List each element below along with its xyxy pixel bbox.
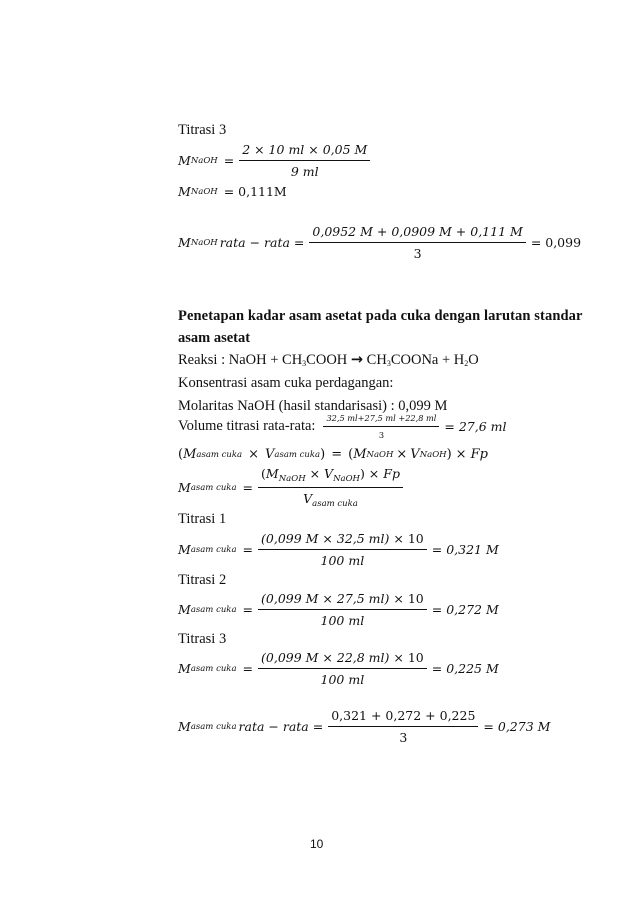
titrasi-1-label: Titrasi 1 (178, 511, 227, 527)
molarity-symbol: M (178, 480, 191, 495)
section-heading-line-2: asam asetat (178, 330, 251, 346)
section-heading-line-1: Penetapan kadar asam asetat pada cuka dengan larutan standar (178, 308, 583, 324)
fraction-numerator: 0,0952 M + 0,0909 M + 0,111 M (309, 224, 525, 243)
reaction-prefix: Reaksi : NaOH + CH (178, 352, 303, 368)
titrasi-3-label: Titrasi 3 (178, 631, 227, 647)
naoh-titrasi-3-equation (178, 142, 375, 179)
titrasi-3-equation (178, 650, 499, 687)
fraction (239, 142, 370, 179)
result-value: = 0,225 M (431, 661, 499, 676)
molarity-symbol: M (178, 542, 191, 557)
asam-cuka-subscript: asam cuka (190, 604, 237, 615)
volume-equation (178, 413, 507, 440)
volume-symbol: V (410, 447, 420, 462)
equals-sign: = (331, 447, 343, 462)
molarity-symbol: M (178, 235, 191, 250)
formula-relation: ( M asam cuka × V asam cuka ) = ( M NaOH × V NaOH ) × Fp (178, 447, 488, 462)
average-label: rata − rata = (219, 235, 305, 250)
fraction-denominator: $V_{asam cuka}$ (303, 491, 358, 509)
subscript-3: 3 (386, 359, 391, 368)
fraction-denominator: 100 ml (320, 553, 365, 568)
result-value: = 0,272 M (431, 602, 499, 617)
result-value: = 0,099 (530, 235, 582, 250)
asam-cuka-subscript: asam cuka (190, 544, 237, 555)
result-value: = 0,321 M (431, 542, 499, 557)
asam-cuka-average-equation (178, 708, 550, 745)
molarity-symbol: M (178, 602, 191, 617)
fraction-denominator: 3 (399, 730, 408, 745)
titrasi-2-equation (178, 591, 499, 628)
naoh-titrasi-3-result (178, 184, 287, 199)
molarity-symbol: M (183, 447, 197, 462)
naoh-subscript: NaOH (366, 449, 394, 460)
equals-sign: = (242, 661, 254, 676)
molaritas-text: Molaritas NaOH (hasil standarisasi) : 0,099 M (178, 398, 448, 414)
fraction-numerator: (0,099 M × 32,5 ml) × 10 (258, 531, 427, 550)
fraction (323, 413, 439, 440)
subscript-2: 2 (464, 359, 469, 368)
equals-sign: = (242, 542, 254, 557)
reaction-line (178, 353, 479, 368)
asam-cuka-subscript: asam cuka (274, 449, 321, 460)
result-value: = 0,111M (223, 184, 287, 199)
fraction-numerator: (0,099 M × 22,8 ml) × 10 (258, 650, 427, 669)
equals-sign: = (242, 602, 254, 617)
naoh-subscript: NaOH (190, 155, 218, 166)
molarity-symbol: M (178, 719, 191, 734)
naoh-subscript: NaOH (190, 186, 218, 197)
asam-cuka-subscript: asam cuka (190, 482, 237, 493)
fraction-denominator: 100 ml (320, 672, 365, 687)
fraction-numerator: 2 × 10 ml × 0,05 M (239, 142, 370, 161)
fraction (258, 591, 427, 628)
fraction (309, 224, 525, 261)
titrasi-3-top-label: Titrasi 3 (178, 122, 227, 138)
fraction (258, 466, 403, 509)
reaction-product-b: COONa + H (390, 352, 465, 368)
reaction-product-a: CH (363, 352, 387, 368)
volume-label: Volume titrasi rata-rata: (178, 418, 316, 434)
subscript-3: 3 (302, 359, 307, 368)
average-label: rata − rata = (238, 719, 324, 734)
naoh-subscript: NaOH (190, 237, 218, 248)
molarity-symbol: M (353, 447, 367, 462)
fraction-numerator: $(M_{NaOH} \times V_{NaOH}) \times Fp$ (258, 466, 403, 488)
fraction (258, 650, 427, 687)
naoh-subscript: NaOH (419, 449, 447, 460)
fraction-denominator: 9 ml (290, 164, 319, 179)
titrasi-1-equation (178, 531, 499, 568)
fraction (328, 708, 478, 745)
fraction-numerator: (0,099 M × 27,5 ml) × 10 (258, 591, 427, 610)
asam-cuka-subscript: asam cuka (196, 449, 243, 460)
asam-cuka-subscript: asam cuka (190, 663, 237, 674)
result-value: = 0,273 M (483, 719, 551, 734)
fraction (258, 531, 427, 568)
fraction-denominator: 100 ml (320, 613, 365, 628)
molarity-symbol: M (178, 153, 191, 168)
reaction-suffix: O (468, 352, 479, 368)
molarity-symbol: M (178, 184, 191, 199)
fraction-numerator: 32,5 ml+27,5 ml +22,8 ml (323, 413, 439, 427)
reaction-reactant: COOH (306, 352, 351, 368)
titrasi-2-label: Titrasi 2 (178, 572, 227, 588)
fraction-denominator: 3 (413, 246, 422, 261)
volume-symbol: V (265, 447, 275, 462)
formula-molarity-asam-cuka (178, 466, 408, 509)
molarity-symbol: M (178, 661, 191, 676)
fraction-numerator: 0,321 + 0,272 + 0,225 (328, 708, 478, 727)
reaction-arrow-icon: → (350, 352, 364, 368)
asam-cuka-subscript: asam cuka (190, 721, 237, 732)
fraction-denominator: 3 (378, 430, 385, 440)
equals-sign: = (242, 480, 254, 495)
naoh-average-equation (178, 224, 581, 261)
result-value: = 27,6 ml (444, 419, 507, 434)
page-number: 10 (310, 837, 324, 851)
equals-sign: = (223, 153, 235, 168)
konsentrasi-text: Konsentrasi asam cuka perdagangan: (178, 375, 394, 391)
open-paren: ( (178, 447, 184, 462)
